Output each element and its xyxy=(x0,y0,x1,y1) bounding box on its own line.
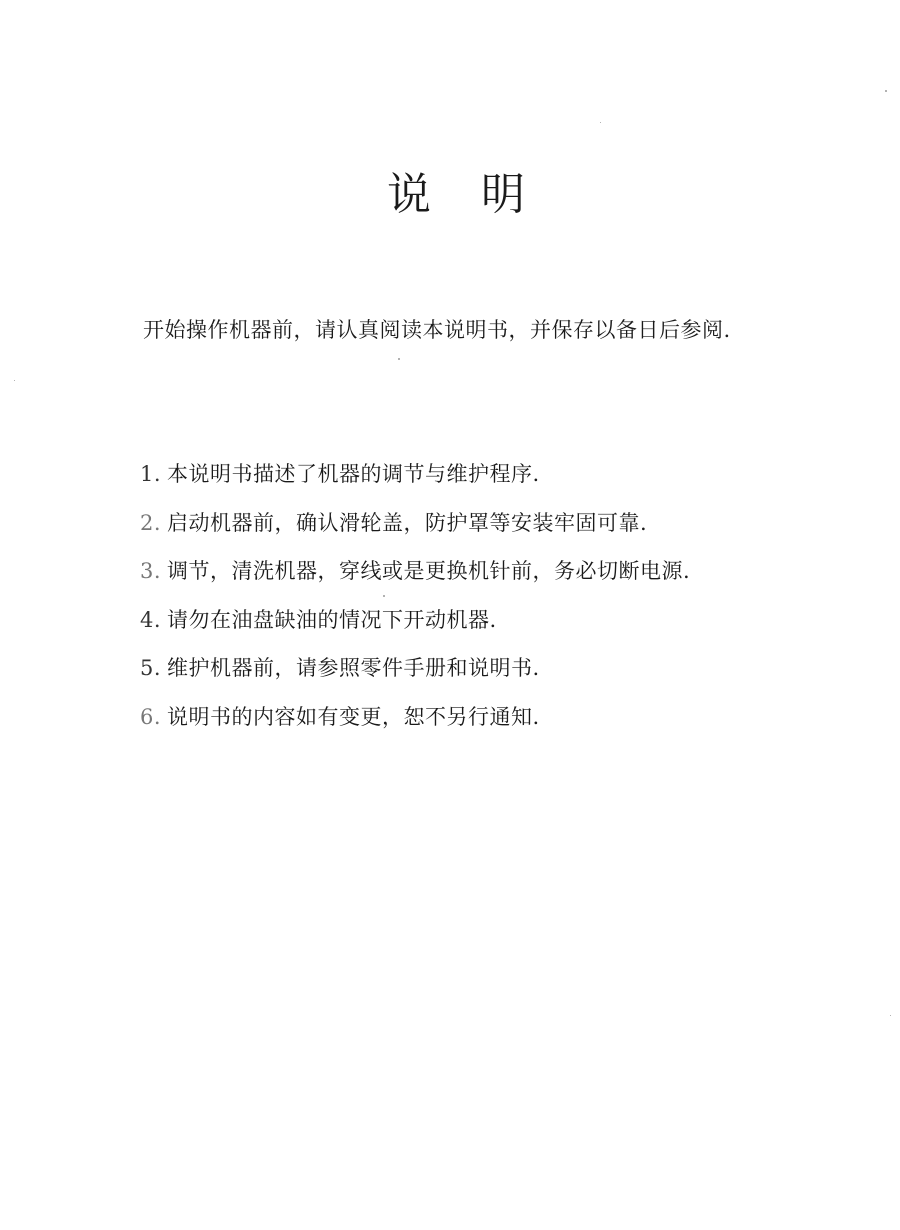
list-item-number: 6. xyxy=(140,704,162,729)
list-item xyxy=(140,596,820,645)
scan-speck xyxy=(890,1015,891,1016)
list-item-number: 1. xyxy=(140,462,162,486)
list-item-text: 调节，清洗机器，穿线或是更换机针前，务必切断电源. xyxy=(167,559,691,583)
list-item-number: 3. xyxy=(140,559,162,583)
page-title: 说 明 xyxy=(387,169,543,220)
intro-paragraph: 开始操作机器前，请认真阅读本说明书，并保存以备日后参阅. xyxy=(143,318,731,342)
list-item-text: 说明书的内容如有变更，恕不另行通知. xyxy=(167,704,540,729)
list-item-number: 4. xyxy=(140,607,162,632)
scan-speck xyxy=(383,595,385,597)
list-item-number: 5. xyxy=(140,656,162,680)
scan-speck xyxy=(885,90,887,92)
list-item-text: 本说明书描述了机器的调节与维护程序. xyxy=(167,462,540,486)
scan-speck xyxy=(14,380,15,381)
list-item xyxy=(140,693,820,742)
list-item-text: 启动机器前，确认滑轮盖，防护罩等安装牢固可靠. xyxy=(167,510,648,535)
list-item xyxy=(140,547,820,596)
list-item xyxy=(140,644,820,693)
scan-speck xyxy=(600,122,601,123)
list-item xyxy=(140,450,820,499)
list-item-text: 请勿在油盘缺油的情况下开动机器. xyxy=(167,607,497,632)
list-item-number: 2. xyxy=(140,510,162,535)
list-item-text: 维护机器前，请参照零件手册和说明书. xyxy=(167,656,540,680)
list-item xyxy=(140,499,820,548)
notes-list xyxy=(140,450,820,741)
scan-speck xyxy=(398,358,400,360)
